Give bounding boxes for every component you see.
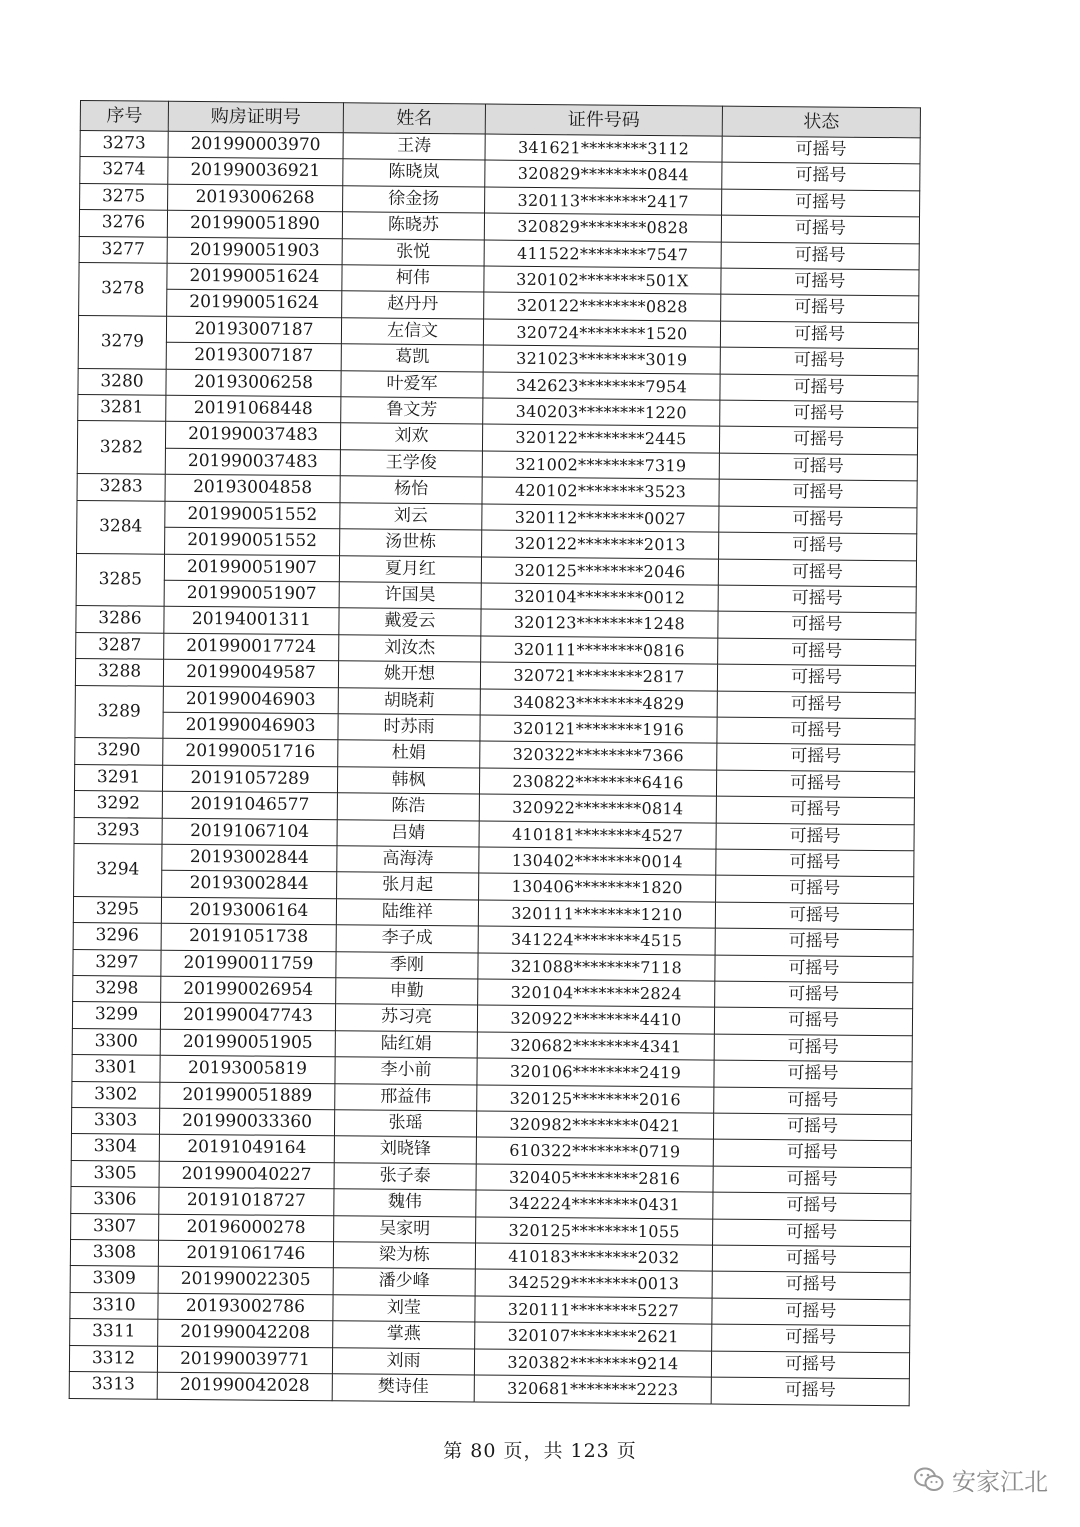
cell-status: 可摇号 xyxy=(714,1034,912,1062)
cell-status: 可摇号 xyxy=(716,875,914,903)
cell-status: 可摇号 xyxy=(717,743,915,771)
cell-certificate-number: 20191061746 xyxy=(158,1240,333,1268)
cell-index: 3311 xyxy=(70,1319,158,1346)
cell-name: 魏伟 xyxy=(334,1189,476,1217)
cell-id-number: 230822********6416 xyxy=(479,768,716,796)
header-name: 姓名 xyxy=(343,103,485,134)
cell-id-number: 320829********0828 xyxy=(484,213,721,241)
cell-id-number: 321023********3019 xyxy=(483,345,720,373)
header-id-number: 证件号码 xyxy=(485,104,722,136)
cell-id-number: 341621********3112 xyxy=(485,134,722,162)
lottery-eligibility-table xyxy=(69,100,921,1406)
cell-certificate-number: 201990039771 xyxy=(157,1346,332,1374)
cell-status: 可摇号 xyxy=(716,849,914,877)
cell-name: 申勤 xyxy=(336,978,478,1006)
cell-id-number: 320681********2223 xyxy=(474,1375,711,1403)
cell-status: 可摇号 xyxy=(720,400,918,428)
cell-status: 可摇号 xyxy=(722,189,920,217)
cell-name: 鲁文芳 xyxy=(341,397,483,425)
cell-status: 可摇号 xyxy=(717,691,915,719)
cell-name: 陈晓岚 xyxy=(343,159,485,187)
cell-name: 徐金扬 xyxy=(343,186,485,214)
cell-id-number: 410183********2032 xyxy=(475,1243,712,1271)
cell-id-number: 320724********1520 xyxy=(483,319,720,347)
cell-index: 3308 xyxy=(70,1240,158,1267)
cell-name: 梁为栋 xyxy=(333,1242,475,1270)
cell-status: 可摇号 xyxy=(718,559,916,587)
cell-id-number: 342529********0013 xyxy=(475,1269,712,1297)
cell-certificate-number: 201990042028 xyxy=(157,1372,332,1400)
cell-status: 可摇号 xyxy=(716,823,914,851)
cell-status: 可摇号 xyxy=(712,1245,910,1273)
cell-status: 可摇号 xyxy=(711,1377,909,1405)
cell-status: 可摇号 xyxy=(719,506,917,534)
cell-id-number: 341224********4515 xyxy=(478,926,715,954)
cell-certificate-number: 20193007187 xyxy=(166,343,341,371)
cell-index: 3305 xyxy=(71,1160,159,1187)
cell-index: 3276 xyxy=(79,210,167,237)
cell-id-number: 342224********0431 xyxy=(476,1190,713,1218)
cell-status: 可摇号 xyxy=(714,1087,912,1115)
cell-index: 3295 xyxy=(73,896,161,923)
cell-id-number: 320721********2817 xyxy=(480,662,717,690)
cell-name: 邢益伟 xyxy=(335,1083,477,1111)
cell-certificate-number: 20193006258 xyxy=(166,369,341,397)
cell-certificate-number: 201990051552 xyxy=(165,501,340,529)
cell-status: 可摇号 xyxy=(717,664,915,692)
cell-status: 可摇号 xyxy=(713,1166,911,1194)
cell-certificate-number: 20191018727 xyxy=(159,1187,334,1215)
cell-status: 可摇号 xyxy=(712,1272,910,1300)
cell-status: 可摇号 xyxy=(711,1351,909,1379)
cell-name: 赵丹丹 xyxy=(342,291,484,319)
document-sheet xyxy=(69,100,920,1406)
header-status: 状态 xyxy=(722,106,920,138)
cell-certificate-number: 201990022305 xyxy=(158,1267,333,1295)
cell-status: 可摇号 xyxy=(716,796,914,824)
cell-name: 戴爱云 xyxy=(339,608,481,636)
cell-certificate-number: 201990051903 xyxy=(167,237,342,265)
cell-certificate-number: 201990042208 xyxy=(158,1320,333,1348)
cell-id-number: 320122********2013 xyxy=(482,530,719,558)
cell-id-number: 320123********1248 xyxy=(481,609,718,637)
cell-id-number: 320682********4341 xyxy=(477,1032,714,1060)
cell-name: 陈浩 xyxy=(337,793,479,821)
cell-status: 可摇号 xyxy=(718,585,916,613)
cell-status: 可摇号 xyxy=(720,347,918,375)
cell-index: 3286 xyxy=(76,606,164,633)
cell-index: 3282 xyxy=(77,421,165,475)
cell-index: 3298 xyxy=(73,975,161,1002)
cell-status: 可摇号 xyxy=(720,374,918,402)
cell-certificate-number: 20193002786 xyxy=(158,1293,333,1321)
cell-certificate-number: 20193006164 xyxy=(161,897,336,925)
cell-certificate-number: 201990037483 xyxy=(165,422,340,450)
cell-certificate-number: 201990047743 xyxy=(160,1003,335,1031)
cell-certificate-number: 201990051624 xyxy=(167,290,342,318)
cell-name: 胡晓莉 xyxy=(338,687,480,715)
cell-id-number: 320102********501X xyxy=(484,266,721,294)
cell-certificate-number: 201990011759 xyxy=(161,950,336,978)
cell-status: 可摇号 xyxy=(715,981,913,1009)
cell-index: 3280 xyxy=(78,368,166,395)
cell-certificate-number: 201990051624 xyxy=(167,263,342,291)
cell-status: 可摇号 xyxy=(715,928,913,956)
cell-name: 季刚 xyxy=(336,951,478,979)
brand-label: 安家江北 xyxy=(952,1468,1048,1496)
cell-id-number: 340203********1220 xyxy=(483,398,720,426)
cell-name: 吴家明 xyxy=(334,1215,476,1243)
brand-watermark xyxy=(914,1462,1048,1497)
cell-status: 可摇号 xyxy=(713,1192,911,1220)
cell-status: 可摇号 xyxy=(715,955,913,983)
cell-certificate-number: 20191046577 xyxy=(162,791,337,819)
cell-status: 可摇号 xyxy=(719,532,917,560)
cell-name: 王学俊 xyxy=(340,450,482,478)
cell-name: 杨怡 xyxy=(340,476,482,504)
cell-index: 3299 xyxy=(72,1002,160,1029)
cell-id-number: 320111********0816 xyxy=(481,636,718,664)
cell-certificate-number: 20191068448 xyxy=(166,395,341,423)
cell-name: 高海涛 xyxy=(337,846,479,874)
cell-index: 3283 xyxy=(77,474,165,501)
cell-index: 3307 xyxy=(71,1213,159,1240)
cell-index: 3301 xyxy=(72,1055,160,1082)
header-index: 序号 xyxy=(80,101,168,132)
cell-index: 3274 xyxy=(80,157,168,184)
cell-index: 3285 xyxy=(76,553,164,607)
cell-name: 刘欢 xyxy=(340,423,482,451)
cell-name: 李子成 xyxy=(336,925,478,953)
cell-index: 3290 xyxy=(75,738,163,765)
cell-index: 3306 xyxy=(71,1187,159,1214)
cell-index: 3313 xyxy=(69,1372,157,1399)
cell-certificate-number: 201990037483 xyxy=(165,448,340,476)
cell-index: 3279 xyxy=(78,315,166,369)
cell-status: 可摇号 xyxy=(722,136,920,164)
cell-certificate-number: 201990046903 xyxy=(163,686,338,714)
cell-certificate-number: 201990051907 xyxy=(164,554,339,582)
cell-name: 许国昊 xyxy=(339,582,481,610)
cell-certificate-number: 201990051889 xyxy=(160,1082,335,1110)
cell-name: 陆红娟 xyxy=(335,1031,477,1059)
cell-id-number: 321002********7319 xyxy=(482,451,719,479)
cell-name: 陈晓苏 xyxy=(342,212,484,240)
cell-index: 3287 xyxy=(76,632,164,659)
cell-certificate-number: 20193004858 xyxy=(165,475,340,503)
cell-index: 3275 xyxy=(80,183,168,210)
cell-id-number: 420102********3523 xyxy=(482,477,719,505)
cell-status: 可摇号 xyxy=(722,163,920,191)
cell-status: 可摇号 xyxy=(719,479,917,507)
cell-status: 可摇号 xyxy=(718,611,916,639)
cell-id-number: 411522********7547 xyxy=(484,240,721,268)
cell-id-number: 320322********7366 xyxy=(480,741,717,769)
cell-id-number: 320382********9214 xyxy=(474,1349,711,1377)
cell-index: 3300 xyxy=(72,1028,160,1055)
cell-name: 刘雨 xyxy=(332,1347,474,1375)
cell-index: 3273 xyxy=(80,131,168,158)
cell-status: 可摇号 xyxy=(718,638,916,666)
cell-name: 夏月红 xyxy=(339,555,481,583)
cell-name: 张子泰 xyxy=(334,1163,476,1191)
cell-id-number: 410181********4527 xyxy=(479,821,716,849)
cell-certificate-number: 20193006268 xyxy=(168,184,343,212)
cell-certificate-number: 20193005819 xyxy=(160,1055,335,1083)
cell-index: 3303 xyxy=(71,1107,159,1134)
cell-name: 掌燕 xyxy=(333,1321,475,1349)
cell-certificate-number: 201990046903 xyxy=(163,712,338,740)
cell-id-number: 320112********0027 xyxy=(482,504,719,532)
cell-index: 3312 xyxy=(69,1345,157,1372)
cell-name: 吕婧 xyxy=(337,819,479,847)
cell-certificate-number: 201990051890 xyxy=(167,210,342,238)
header-certificate-number: 购房证明号 xyxy=(168,101,343,133)
cell-status: 可摇号 xyxy=(721,242,919,270)
cell-id-number: 320104********0012 xyxy=(481,583,718,611)
cell-name: 樊诗佳 xyxy=(332,1374,474,1402)
cell-name: 刘汝杰 xyxy=(339,634,481,662)
cell-name: 潘少峰 xyxy=(333,1268,475,1296)
cell-name: 柯伟 xyxy=(342,265,484,293)
cell-name: 王涛 xyxy=(343,133,485,161)
cell-status: 可摇号 xyxy=(713,1219,911,1247)
cell-name: 刘云 xyxy=(340,502,482,530)
cell-index: 3297 xyxy=(73,949,161,976)
cell-status: 可摇号 xyxy=(719,453,917,481)
cell-id-number: 320125********2046 xyxy=(481,557,718,585)
cell-certificate-number: 201990049587 xyxy=(163,659,338,687)
cell-index: 3293 xyxy=(74,817,162,844)
cell-certificate-number: 20191051738 xyxy=(161,923,336,951)
cell-status: 可摇号 xyxy=(720,321,918,349)
cell-id-number: 320113********2417 xyxy=(485,187,722,215)
cell-id-number: 320104********2824 xyxy=(478,979,715,1007)
cell-certificate-number: 201990051716 xyxy=(163,739,338,767)
cell-certificate-number: 201990051905 xyxy=(160,1029,335,1057)
cell-name: 葛凯 xyxy=(341,344,483,372)
cell-index: 3281 xyxy=(78,395,166,422)
cell-status: 可摇号 xyxy=(712,1324,910,1352)
cell-index: 3278 xyxy=(79,263,167,317)
cell-index: 3304 xyxy=(71,1134,159,1161)
cell-id-number: 320922********0814 xyxy=(479,794,716,822)
cell-id-number: 320125********1055 xyxy=(476,1217,713,1245)
cell-status: 可摇号 xyxy=(721,295,919,323)
cell-id-number: 320982********0421 xyxy=(476,1111,713,1139)
cell-name: 张瑶 xyxy=(334,1110,476,1138)
cell-status: 可摇号 xyxy=(716,770,914,798)
cell-id-number: 320111********1210 xyxy=(478,900,715,928)
wechat-icon xyxy=(914,1467,944,1493)
cell-name: 陆维祥 xyxy=(336,899,478,927)
cell-name: 张月起 xyxy=(337,872,479,900)
cell-status: 可摇号 xyxy=(721,215,919,243)
cell-name: 左信文 xyxy=(341,318,483,346)
cell-id-number: 321088********7118 xyxy=(478,953,715,981)
cell-name: 姚开想 xyxy=(338,661,480,689)
cell-index: 3310 xyxy=(70,1292,158,1319)
cell-index: 3284 xyxy=(77,500,165,554)
cell-index: 3288 xyxy=(75,659,163,686)
cell-certificate-number: 20191057289 xyxy=(162,765,337,793)
cell-index: 3292 xyxy=(74,791,162,818)
cell-status: 可摇号 xyxy=(721,268,919,296)
cell-status: 可摇号 xyxy=(719,427,917,455)
cell-name: 张悦 xyxy=(342,238,484,266)
cell-status: 可摇号 xyxy=(713,1113,911,1141)
cell-id-number: 320107********2621 xyxy=(475,1322,712,1350)
cell-index: 3309 xyxy=(70,1266,158,1293)
cell-certificate-number: 20193007187 xyxy=(166,316,341,344)
cell-certificate-number: 20196000278 xyxy=(159,1214,334,1242)
cell-certificate-number: 20191049164 xyxy=(159,1135,334,1163)
cell-name: 叶爱军 xyxy=(341,370,483,398)
cell-name: 李小前 xyxy=(335,1057,477,1085)
cell-name: 韩枫 xyxy=(337,767,479,795)
cell-id-number: 320106********2419 xyxy=(477,1058,714,1086)
cell-id-number: 342623********7954 xyxy=(483,372,720,400)
cell-index: 3277 xyxy=(79,236,167,263)
cell-status: 可摇号 xyxy=(715,902,913,930)
cell-status: 可摇号 xyxy=(714,1060,912,1088)
cell-certificate-number: 201990051552 xyxy=(165,527,340,555)
cell-id-number: 320121********1916 xyxy=(480,715,717,743)
cell-status: 可摇号 xyxy=(712,1298,910,1326)
cell-certificate-number: 201990026954 xyxy=(161,976,336,1004)
cell-name: 刘莹 xyxy=(333,1295,475,1323)
cell-index: 3291 xyxy=(74,764,162,791)
cell-name: 苏习亮 xyxy=(335,1004,477,1032)
cell-id-number: 320122********2445 xyxy=(482,424,719,452)
cell-id-number: 320922********4410 xyxy=(477,1005,714,1033)
cell-id-number: 320122********0828 xyxy=(484,292,721,320)
cell-certificate-number: 201990017724 xyxy=(164,633,339,661)
cell-status: 可摇号 xyxy=(714,1007,912,1035)
cell-certificate-number: 20193002844 xyxy=(162,871,337,899)
cell-certificate-number: 201990033360 xyxy=(159,1108,334,1136)
cell-certificate-number: 20191067104 xyxy=(162,818,337,846)
cell-id-number: 610322********0719 xyxy=(476,1137,713,1165)
cell-id-number: 340823********4829 xyxy=(480,689,717,717)
cell-index: 3296 xyxy=(73,923,161,950)
page-number: 第 80 页，共 123 页 xyxy=(443,1440,637,1462)
cell-id-number: 130406********1820 xyxy=(479,873,716,901)
cell-index: 3289 xyxy=(75,685,163,739)
cell-id-number: 320405********2816 xyxy=(476,1164,713,1192)
cell-id-number: 320111********5227 xyxy=(475,1296,712,1324)
cell-certificate-number: 201990036921 xyxy=(168,158,343,186)
cell-id-number: 320125********2016 xyxy=(477,1085,714,1113)
cell-certificate-number: 20194001311 xyxy=(164,607,339,635)
cell-certificate-number: 20193002844 xyxy=(162,844,337,872)
cell-certificate-number: 201990051907 xyxy=(164,580,339,608)
cell-name: 杜娟 xyxy=(338,740,480,768)
cell-id-number: 320829********0844 xyxy=(485,160,722,188)
cell-id-number: 130402********0014 xyxy=(479,847,716,875)
cell-name: 汤世栋 xyxy=(340,529,482,557)
cell-certificate-number: 201990040227 xyxy=(159,1161,334,1189)
cell-index: 3302 xyxy=(72,1081,160,1108)
cell-status: 可摇号 xyxy=(717,717,915,745)
cell-status: 可摇号 xyxy=(713,1140,911,1168)
cell-name: 刘晓锋 xyxy=(334,1136,476,1164)
cell-index: 3294 xyxy=(74,843,162,897)
cell-name: 时苏雨 xyxy=(338,714,480,742)
cell-certificate-number: 201990003970 xyxy=(168,131,343,159)
